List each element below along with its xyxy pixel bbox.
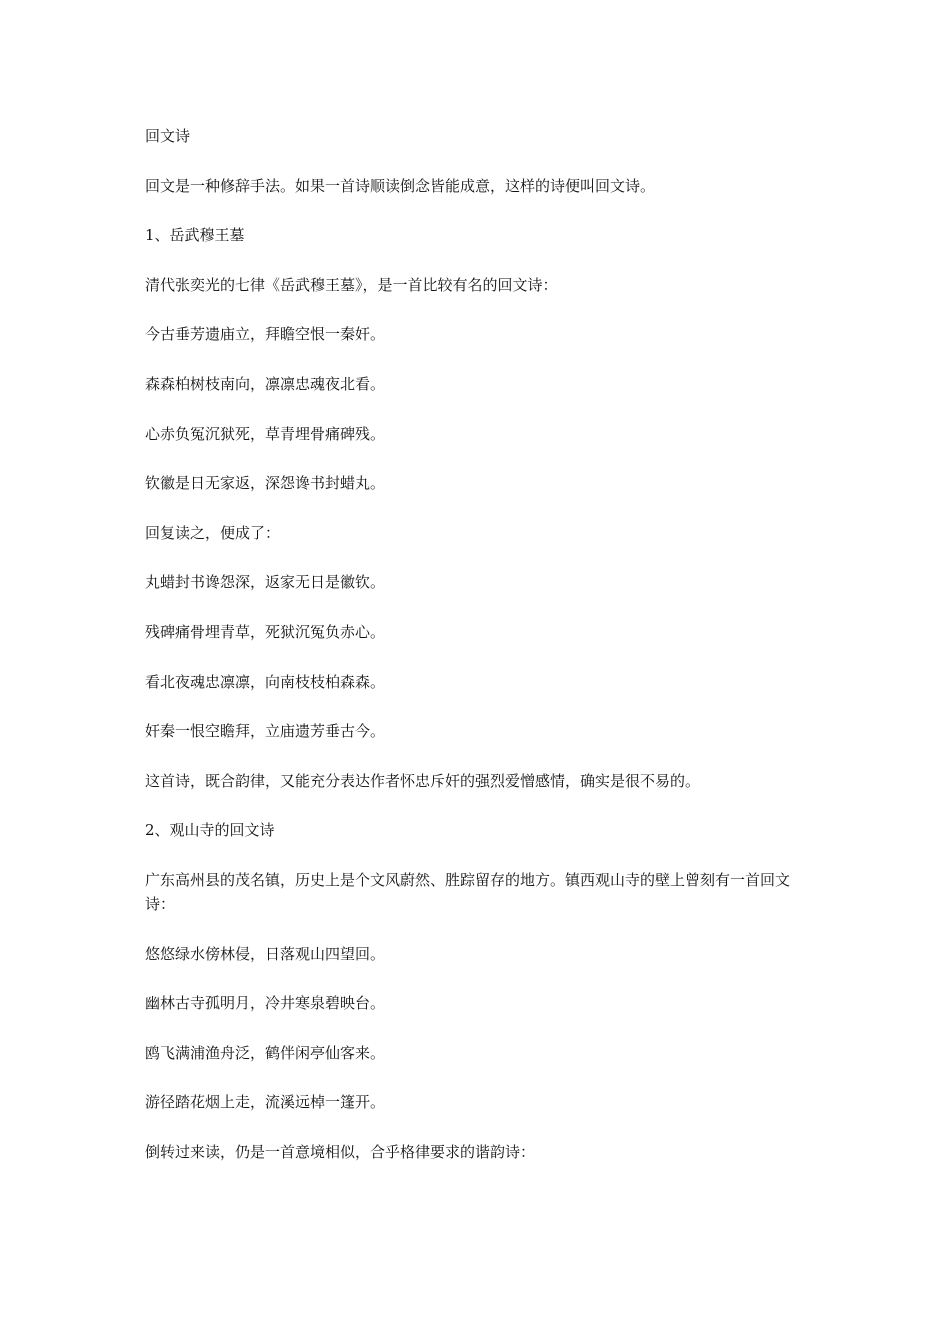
section-2-reverse-intro: 倒转过来读，仍是一首意境相似，合乎格律要求的谐韵诗： [145,1142,536,1161]
poem-line: 奸秦一恨空瞻拜，立庙遗芳垂古今。 [145,722,386,741]
section-1-reverse-intro: 回复读之，便成了： [145,523,281,542]
poem-line: 今古垂芳遗庙立，拜瞻空恨一秦奸。 [145,325,386,344]
poem-line: 鸥飞满浦渔舟泛，鹤伴闲亭仙客来。 [145,1043,386,1062]
poem-line: 森森柏树枝南向，凛凛忠魂夜北看。 [145,374,386,393]
poem-line: 看北夜魂忠凛凛，向南枝枝柏森森。 [145,672,386,691]
poem-line: 游径踏花烟上走，流溪远棹一篷开。 [145,1093,386,1112]
poem-line: 悠悠绿水傍林侵，日落观山四望回。 [145,944,386,963]
section-1-heading: 1、岳武穆王墓 [145,226,245,245]
poem-line: 心赤负冤沉狱死，草青埋骨痛碑残。 [145,424,386,443]
poem-line: 幽林古寺孤明月，冷井寒泉碧映台。 [145,994,386,1013]
poem-line: 丸蜡封书谗怨深，返家无日是徽钦。 [145,573,386,592]
section-1-conclusion: 这首诗，既合韵律，又能充分表达作者怀忠斥奸的强烈爱憎感情，确实是很不易的。 [145,771,701,790]
document-title: 回文诗 [145,127,191,145]
document-body [145,124,815,1189]
poem-line: 残碑痛骨埋青草，死狱沉冤负赤心。 [145,622,386,641]
section-2-heading: 2、观山寺的回文诗 [145,821,275,840]
section-2-description: 广东高州县的茂名镇，历史上是个文风蔚然、胜踪留存的地方。镇西观山寺的壁上曾刻有一首回文诗： [145,870,791,913]
section-1-description: 清代张奕光的七律《岳武穆王墓》，是一首比较有名的回文诗： [145,275,558,294]
intro-paragraph: 回文是一种修辞手法。如果一首诗顺读倒念皆能成意，这样的诗便叫回文诗。 [145,176,656,195]
poem-line: 钦徽是日无家返，深怨谗书封蜡丸。 [145,474,386,493]
